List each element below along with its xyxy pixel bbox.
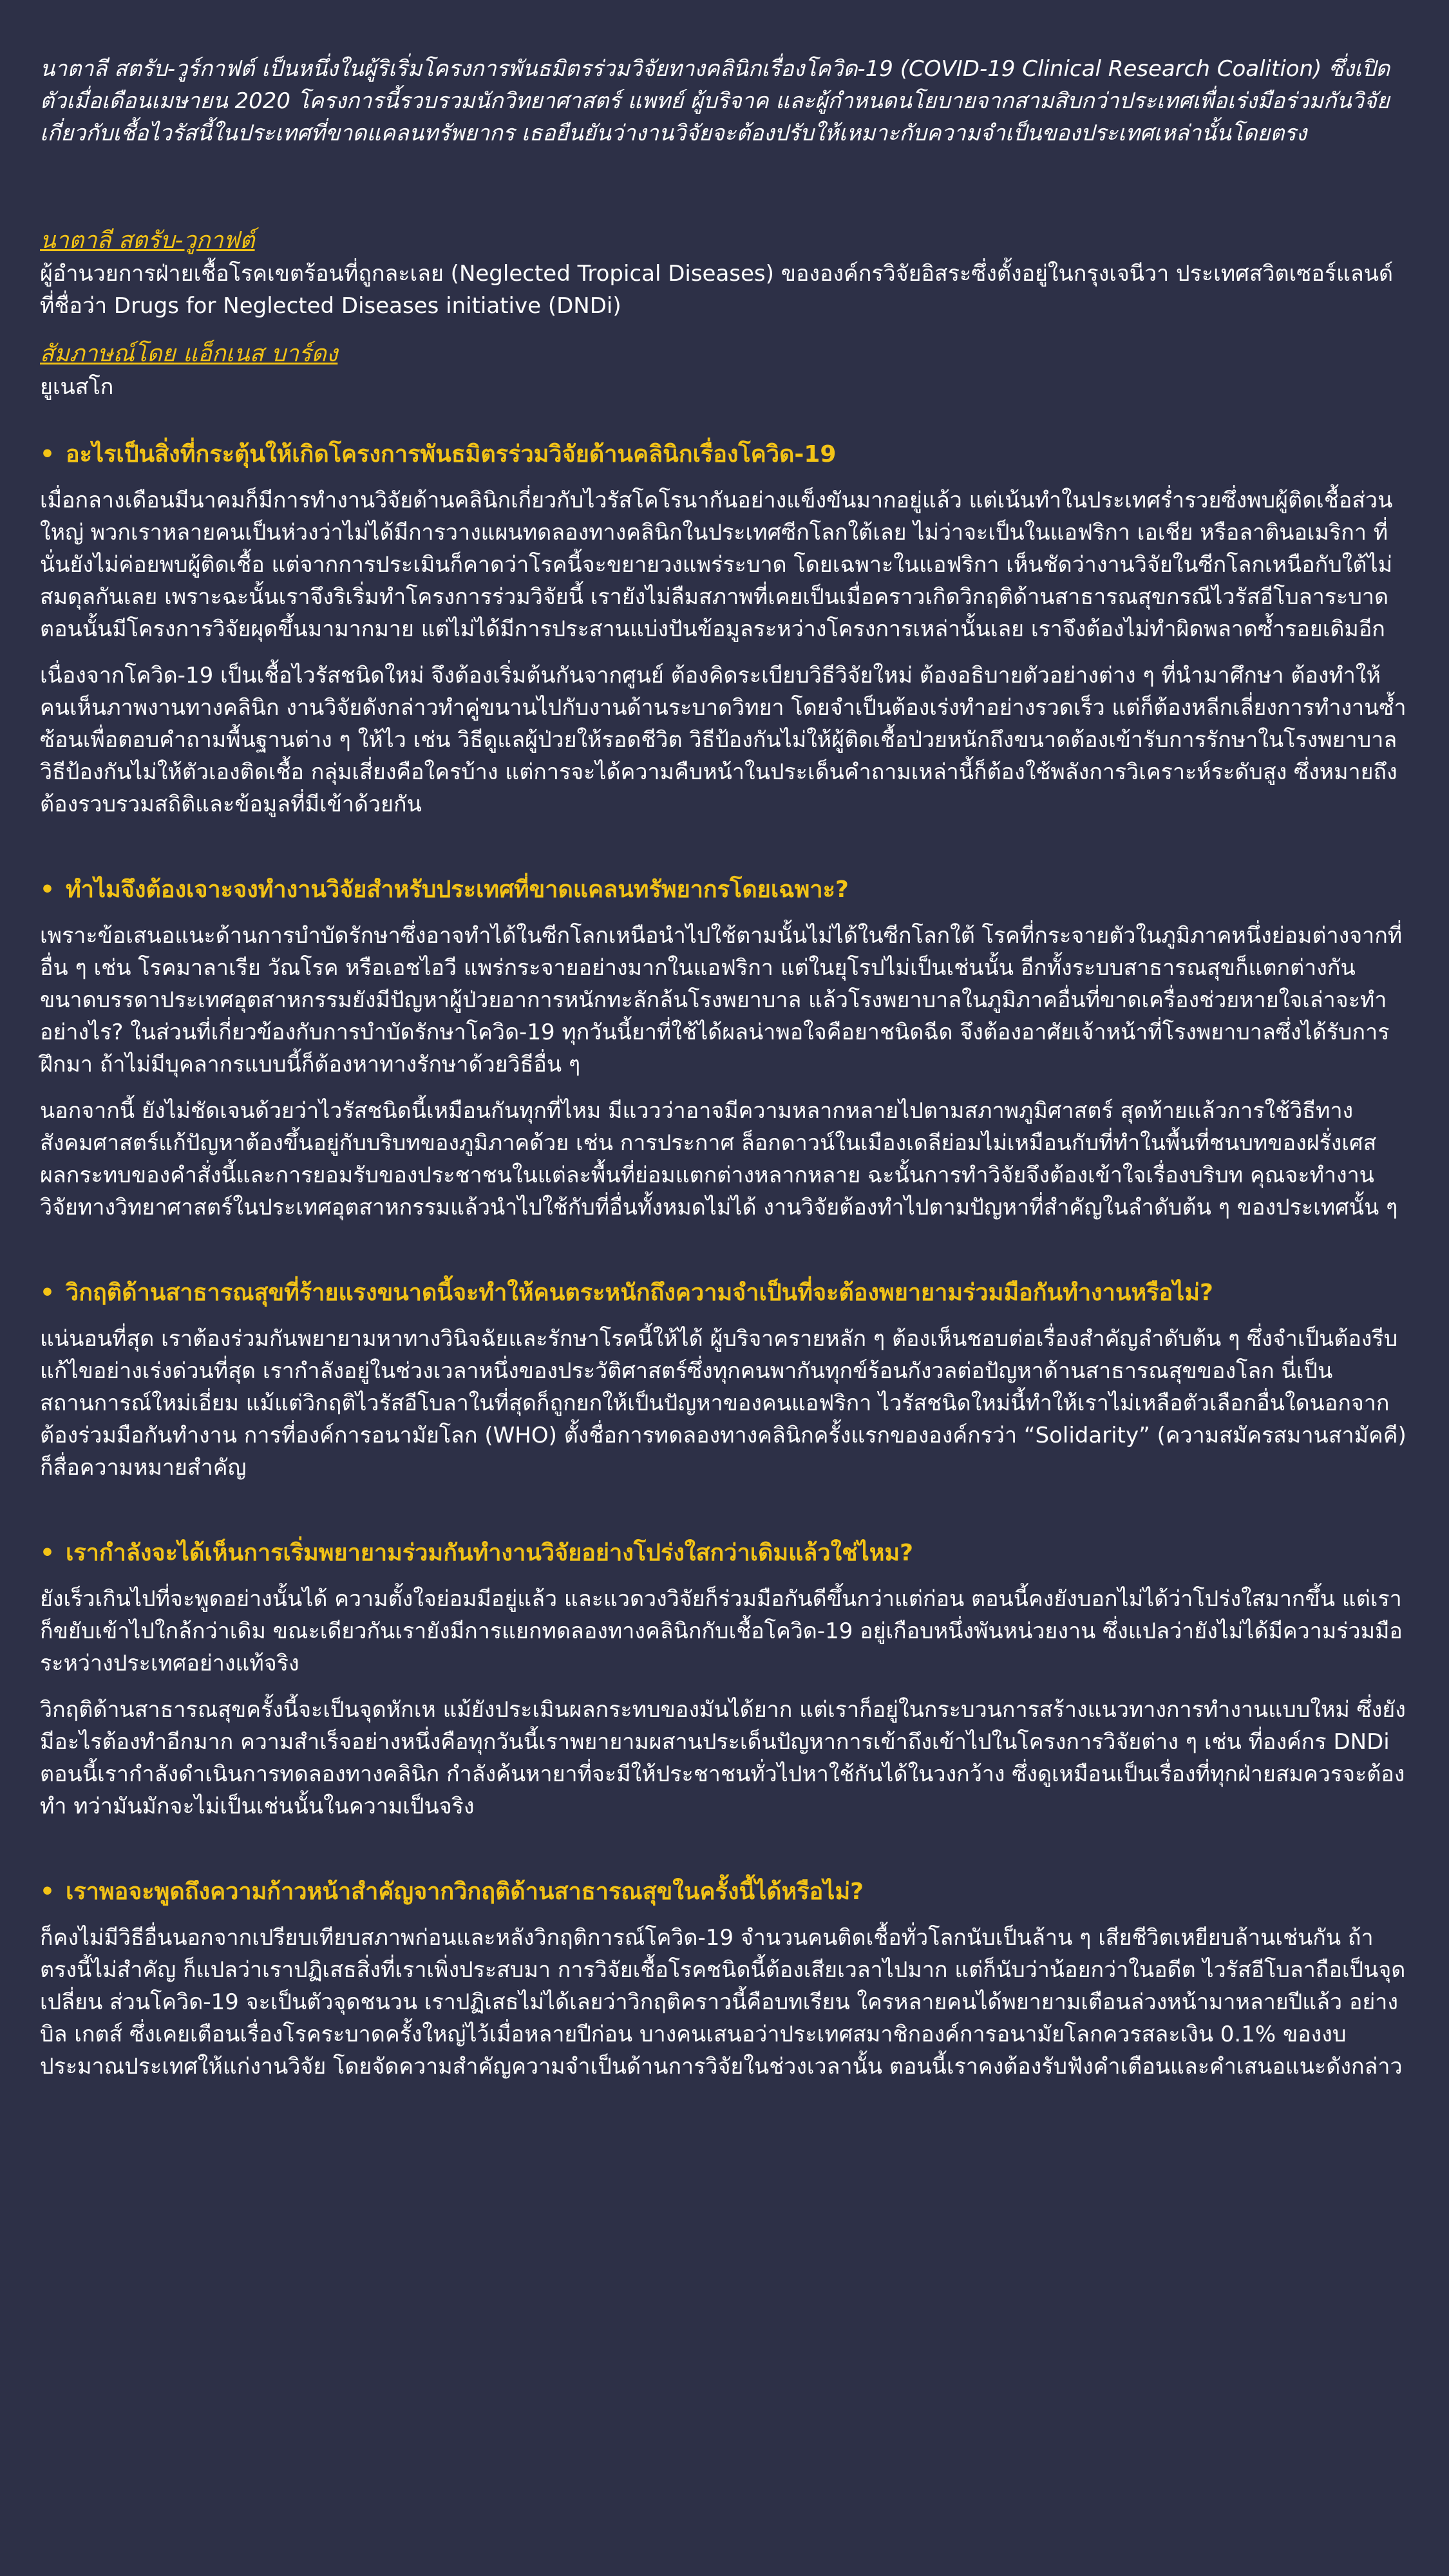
section-paragraph: แน่นอนที่สุด เราต้องร่วมกันพยายามหาทางวินิจฉัยและรักษาโรคนี้ให้ได้ ผู้บริจาครายหลัก ๆ ต้องเห็นชอบต่อเรื่องสำคัญลำดับต้น ๆ ซึ่งจำเป็นต้องรีบแก้ไขอย่างเร่งด่วนที่สุด เรากำลังอยู่ในช่วงเวลาหนึ่งของประวัติศาสตร์ซึ่งทุกคนพากันทุกข์ร้อนกังวลต่อปัญหาด้านสาธารณสุขของโลก นี่เป็นสถานการณ์ใหม่เอี่ยม แม้แต่วิกฤติไวรัสอีโบลาในที่สุดก็ถูกยกให้เป็นปัญหาของคนแอฟริกา ไวรัสชนิดใหม่นี้ทำให้เราไม่เหลือตัวเลือกอื่นใดนอกจากต้องร่วมมือกันทำงาน การที่องค์การอนามัยโลก (WHO) ตั้งชื่อการทดลองทางคลินิกครั้งแรกขององค์กรว่า “Solidarity” (ความสมัครสมานสามัคคี) ก็สื่อความหมายสำคัญ xyxy=(40,1326,1406,1481)
section-heading-text: อะไรเป็นสิ่งที่กระตุ้นให้เกิดโครงการพันธมิตรร่วมวิจัยด้านคลินิกเรื่องโควิด-19 xyxy=(66,441,837,468)
section-heading xyxy=(40,1276,1409,1310)
section-heading-text: ทำไมจึงต้องเจาะจงทำงานวิจัยสำหรับประเทศที่ขาดแคลนทรัพยากรโดยเฉพาะ? xyxy=(66,876,849,903)
bullet-icon: • xyxy=(40,1280,55,1306)
section-heading xyxy=(40,1875,1409,1909)
bullet-icon: • xyxy=(40,1540,55,1566)
section-paragraph: นอกจากนี้ ยังไม่ชัดเจนด้วยว่าไวรัสชนิดนี้เหมือนกันทุกที่ไหม มีแววว่าอาจมีความหลากหลายไปตามสภาพภูมิศาสตร์ สุดท้ายแล้วการใช้วิธีทางสังคมศาสตร์แก้ปัญหาต้องขึ้นอยู่กับบริบทของภูมิภาคด้วย เช่น การประกาศ ล็อกดาวน์ในเมืองเดลีย่อมไม่เหมือนกับที่ทำในพื้นที่ชนบทของฝรั่งเศส ผลกระทบของคำสั่งนี้และการยอมรับของประชาชนในแต่ละพื้นที่ย่อมแตกต่างหลากหลาย ฉะนั้นการทำวิจัยจึงต้องเข้าใจเรื่องบริบท คุณจะทำงานวิจัยทางวิทยาศาสตร์ในประเทศอุตสาหกรรมแล้วนำไปใช้กับที่อื่นทั้งหมดไม่ได้ งานวิจัยต้องทำไปตามปัญหาที่สำคัญในลำดับต้น ๆ ของประเทศนั้น ๆ xyxy=(40,1098,1398,1220)
section-heading-text: เรากำลังจะได้เห็นการเริ่มพยายามร่วมกันทำงานวิจัยอย่างโปร่งใสกว่าเดิมแล้วใช่ไหม? xyxy=(66,1540,914,1566)
bullet-icon: • xyxy=(40,441,55,468)
section-paragraph: ก็คงไม่มีวิธีอื่นนอกจากเปรียบเทียบสภาพก่อนและหลังวิกฤติการณ์โควิด-19 จำนวนคนติดเชื้อทั่วโลกนับเป็นล้าน ๆ เสียชีวิตเหยียบล้านเช่นกัน ถ้าตรงนี้ไม่สำคัญ ก็แปลว่าเราปฏิเสธสิ่งที่เราเพิ่งประสบมา การวิจัยเชื้อโรคชนิดนี้ต้องเสียเวลาไปมาก แต่ก็นับว่าน้อยกว่าในอดีต ไวรัสอีโบลาถือเป็นจุดเปลี่ยน ส่วนโควิด-19 จะเป็นตัวจุดชนวน เราปฏิเสธไม่ได้เลยว่าวิกฤติคราวนี้คือบทเรียน ใครหลายคนได้พยายามเตือนล่วงหน้ามาหลายปีแล้ว อย่างบิล เกตส์ ซึ่งเคยเตือนเรื่องโรคระบาดครั้งใหญ่ไว้เมื่อหลายปีก่อน บางคนเสนอว่าประเทศสมาชิกองค์การอนามัยโลกควรสละเงิน 0.1% ของงบประมาณประเทศให้แก่งานวิจัย โดยจัดความสำคัญความจำเป็นด้านการวิจัยในช่วงเวลานั้น ตอนนี้เราคงต้องรับฟังคำเตือนและคำเสนอแนะดังกล่าว xyxy=(40,1925,1406,2079)
organization-name: ยูเนสโก xyxy=(40,374,114,400)
intro-paragraph: นาตาลี สตรับ-วูร์กาฟต์ เป็นหนึ่งในผู้ริเริ่มโครงการพันธมิตรร่วมวิจัยทางคลินิกเรื่องโควิด-19 (COVID-19 Clinical Research Coalition) ซึ่งเปิดตัวเมื่อเดือนเมษายน 2020 โครงการนี้รวบรวมนักวิทยาศาสตร์ แพทย์ ผู้บริจาค และผู้กำหนดนโยบายจากสามสิบกว่าประเทศเพื่อเร่งมือร่วมกันวิจัยเกี่ยวกับเชื้อไวรัสนี้ในประเทศที่ขาดแคลนทรัพยากร เธอยืนยันว่างานวิจัยจะต้องปรับให้เหมาะกับความจำเป็นของประเทศเหล่านั้นโดยตรง xyxy=(40,56,1390,146)
section-paragraph: ยังเร็วเกินไปที่จะพูดอย่างนั้นได้ ความตั้งใจย่อมมีอยู่แล้ว และแวดวงวิจัยก็ร่วมมือกันดีขึ้นกว่าแต่ก่อน ตอนนี้คงยังบอกไม่ได้ว่าโปร่งใสมากขึ้น แต่เราก็ขยับเข้าไปใกล้กว่าเดิม ขณะเดียวกันเรายังมีการแยกทดลองทางคลินิกกับเชื้อโควิด-19 อยู่เกือบหนึ่งพันหน่วยงาน ซึ่งแปลว่ายังไม่ได้มีความร่วมมือระหว่างประเทศอย่างแท้จริง xyxy=(40,1586,1403,1676)
section-heading-text: วิกฤติด้านสาธารณสุขที่ร้ายแรงขนาดนี้จะทำให้คนตระหนักถึงความจำเป็นที่จะต้องพยายามร่วมมือกันทำงานหรือไม่? xyxy=(66,1280,1213,1306)
section-heading-text: เราพอจะพูดถึงความก้าวหน้าสำคัญจากวิกฤติด้านสาธารณสุขในครั้งนี้ได้หรือไม่? xyxy=(66,1879,864,1905)
section-paragraph: เพราะข้อเสนอแนะด้านการบำบัดรักษาซึ่งอาจทำได้ในซีกโลกเหนือนำไปใช้ตามนั้นไม่ได้ในซีกโลกใต้ โรคที่กระจายตัวในภูมิภาคหนึ่งย่อมต่างจากที่อื่น ๆ เช่น โรคมาลาเรีย วัณโรค หรือเอชไอวี แพร่กระจายอย่างมากในแอฟริกา แต่ในยุโรปไม่เป็นเช่นนั้น อีกทั้งระบบสาธารณสุขก็แตกต่างกัน ขนาดบรรดาประเทศอุตสาหกรรมยังมีปัญหาผู้ป่วยอาการหนักทะลักล้นโรงพยาบาล แล้วโรงพยาบาลในภูมิภาคอื่นที่ขาดเครื่องช่วยหายใจเล่าจะทำอย่างไร? ในส่วนที่เกี่ยวข้องกับการบำบัดรักษาโควิด-19 ทุกวันนี้ยาที่ใช้ได้ผลน่าพอใจคือยาชนิดฉีด จึงต้องอาศัยเจ้าหน้าที่โรงพยาบาลซึ่งได้รับการฝึกมา ถ้าไม่มีบุคลากรแบบนี้ก็ต้องหาทางรักษาด้วยวิธีอื่น ๆ xyxy=(40,923,1403,1077)
section-paragraph: วิกฤติด้านสาธารณสุขครั้งนี้จะเป็นจุดหักเห แม้ยังประเมินผลกระทบของมันได้ยาก แต่เราก็อยู่ในกระบวนการสร้างแนวทางการทำงานแบบใหม่ ซึ่งยังมีอะไรต้องทำอีกมาก ความสำเร็จอย่างหนึ่งคือทุกวันนี้เราพยายามผสานประเด็นปัญหาการเข้าถึงเข้าไปในโครงการวิจัยต่าง ๆ เช่น ที่องค์กร DNDi ตอนนี้เรากำลังดำเนินการทดลองทางคลินิก กำลังค้นหายาที่จะมีให้ประชาชนทั่วไปหาใช้กันได้ในวงกว้าง ซึ่งดูเหมือนเป็นเรื่องที่ทุกฝ่ายสมควรจะต้องทำ ทว่ามันมักจะไม่เป็นเช่นนั้นในความเป็นจริง xyxy=(40,1697,1406,1819)
section-heading xyxy=(40,438,1409,471)
author-title: ผู้อำนวยการฝ่ายเชื้อโรคเขตร้อนที่ถูกละเลย (Neglected Tropical Diseases) ขององค์กรวิจัยอิสระซึ่งตั้งอยู่ในกรุงเจนีวา ประเทศสวิตเซอร์แลนด์ ที่ชื่อว่า Drugs for Neglected Diseases initiative (DNDi) xyxy=(40,261,1394,319)
bullet-icon: • xyxy=(40,1879,55,1905)
section-paragraph: เมื่อกลางเดือนมีนาคมก็มีการทำงานวิจัยด้านคลินิกเกี่ยวกับไวรัสโคโรนากันอย่างแข็งขันมากอยู่แล้ว แต่เน้นทำในประเทศร่ำรวยซึ่งพบผู้ติดเชื้อส่วนใหญ่ พวกเราหลายคนเป็นห่วงว่าไม่ได้มีการวางแผนทดลองทางคลินิกในประเทศซีกโลกใต้เลย ไม่ว่าจะเป็นในแอฟริกา เอเชีย หรือลาตินอเมริกา ที่นั่นยังไม่ค่อยพบผู้ติดเชื้อ แต่จากการประเมินก็คาดว่าโรคนี้จะขยายวงแพร่ระบาด โดยเฉพาะในแอฟริกา เห็นชัดว่างานวิจัยในซีกโลกเหนือกับใต้ไม่สมดุลกันเลย เพราะฉะนั้นเราจึงริเริ่มทำโครงการร่วมวิจัยนี้ เรายังไม่ลืมสภาพที่เคยเป็นเมื่อคราวเกิดวิกฤติด้านสาธารณสุขกรณีไวรัสอีโบลาระบาด ตอนนั้นมีโครงการวิจัยผุดขึ้นมามากมาย แต่ไม่ได้มีการประสานแบ่งปันข้อมูลระหว่างโครงการเหล่านั้นเลย เราจึงต้องไม่ทำผิดพลาดซ้ำรอยเดิมอีก xyxy=(40,488,1393,642)
section-paragraph: เนื่องจากโควิด-19 เป็นเชื้อไวรัสชนิดใหม่ จึงต้องเริ่มต้นกันจากศูนย์ ต้องคิดระเบียบวิธีวิจัยใหม่ ต้องอธิบายตัวอย่างต่าง ๆ ที่นำมาศึกษา ต้องทำให้คนเห็นภาพงานทางคลินิก งานวิจัยดังกล่าวทำคู่ขนานไปกับงานด้านระบาดวิทยา โดยจำเป็นต้องเร่งทำอย่างรวดเร็ว แต่ก็ต้องหลีกเลี่ยงการทำงานซ้ำซ้อนเพื่อตอบคำถามพื้นฐานต่าง ๆ ให้ไว เช่น วิธีดูแลผู้ป่วยให้รอดชีวิต วิธีป้องกันไม่ให้ผู้ติดเชื้อป่วยหนักถึงขนาดต้องเข้ารับการรักษาในโรงพยาบาล วิธีป้องกันไม่ให้ตัวเองติดเชื้อ กลุ่มเสี่ยงคือใครบ้าง แต่การจะได้ความคืบหน้าในประเด็นคำถามเหล่านี้ก็ต้องใช้พลังการวิเคราะห์ระดับสูง ซึ่งหมายถึงต้องรวบรวมสถิติและข้อมูลที่มีเข้าด้วยกัน xyxy=(40,663,1406,817)
author-name-link[interactable]: นาตาลี สตรับ-วูกาฟต์ xyxy=(40,227,255,254)
section-heading xyxy=(40,1537,1409,1570)
section-heading xyxy=(40,873,1409,907)
bullet-icon: • xyxy=(40,876,55,903)
interviewer-link[interactable]: สัมภาษณ์โดย แอ็กเนส บาร์ดง xyxy=(40,341,338,367)
